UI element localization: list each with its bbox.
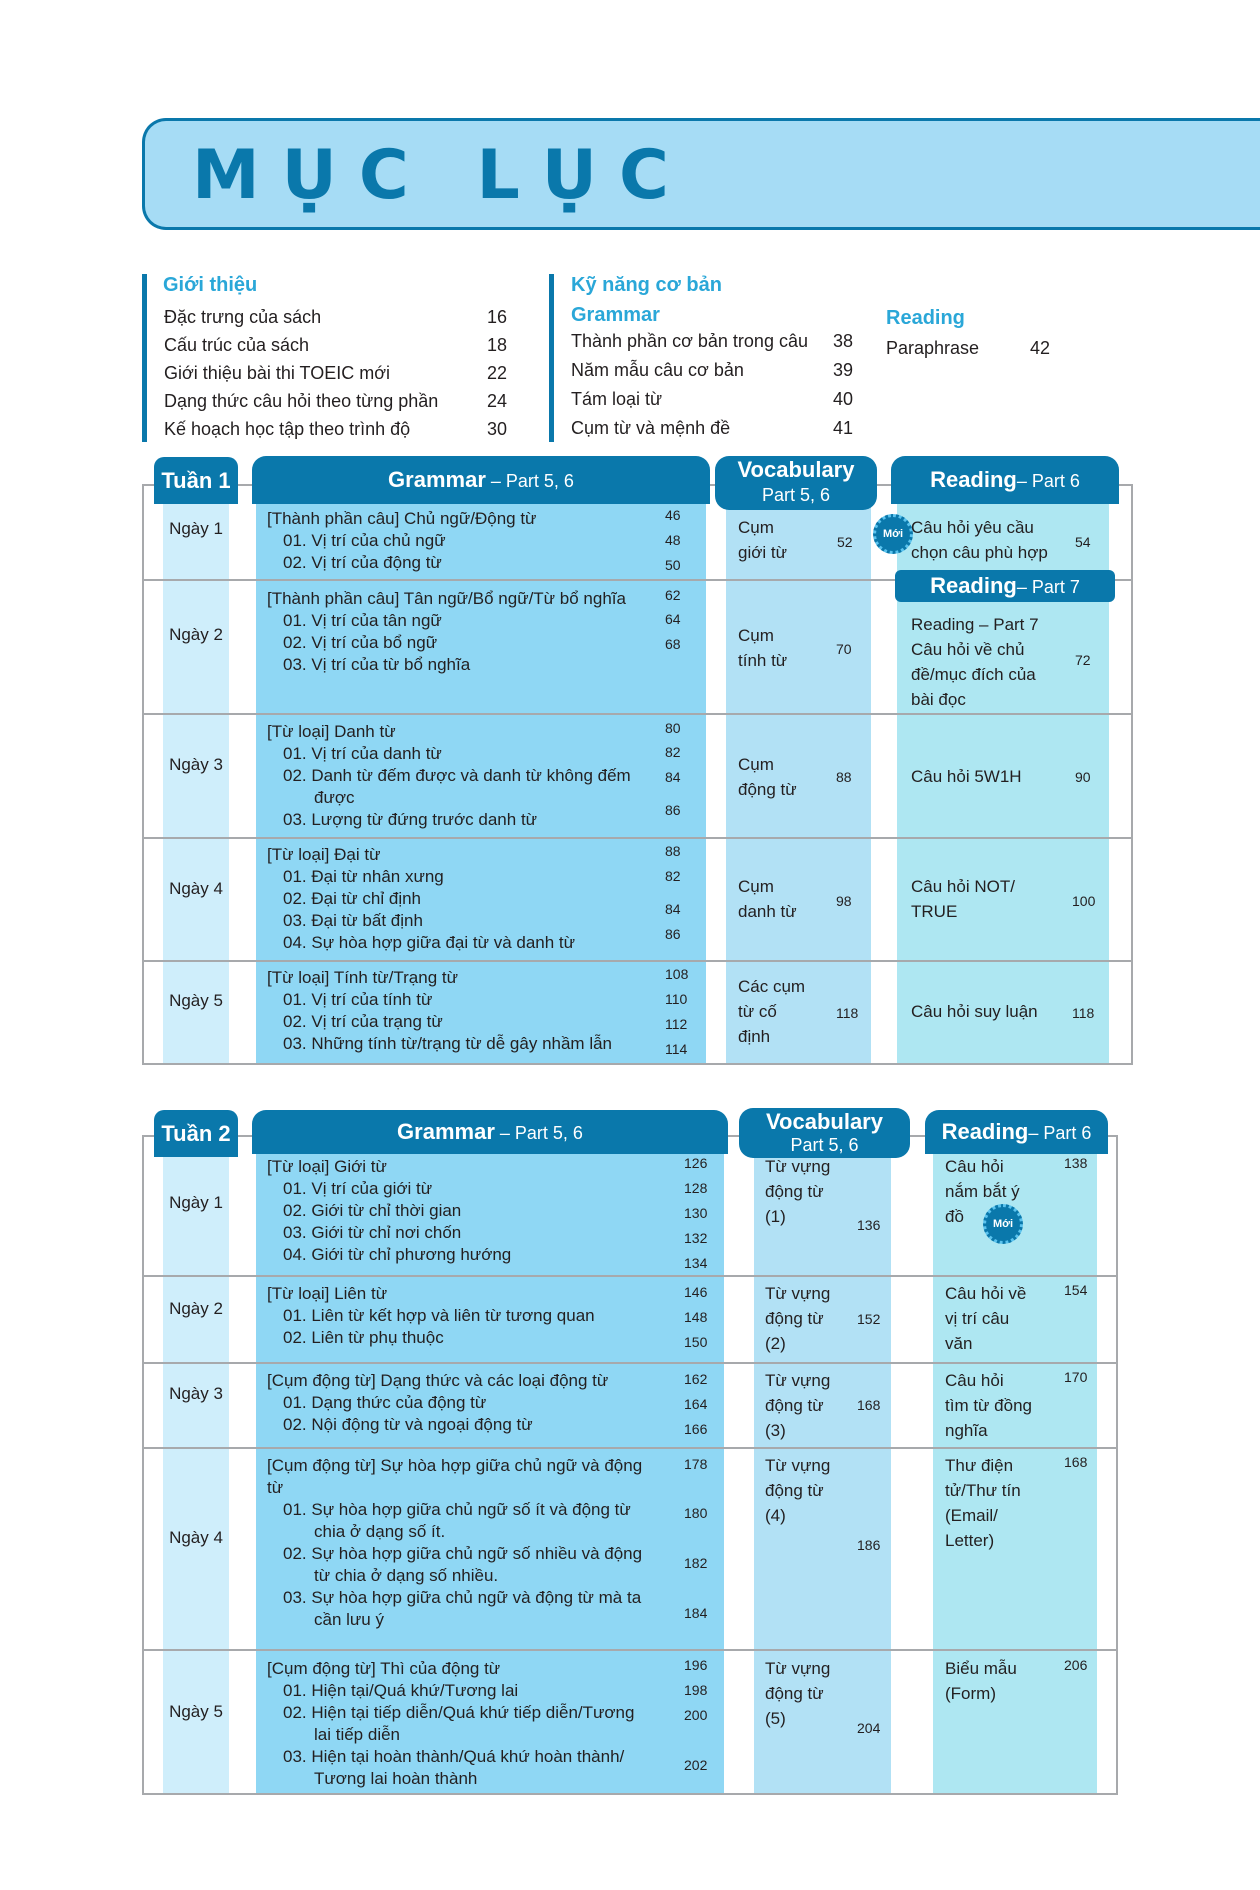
skills-item-label: Cụm từ và mệnh đề xyxy=(571,418,731,438)
grammar-lesson[interactable]: 02. Danh từ đếm được và danh từ không đếm xyxy=(283,766,631,785)
page-number: 54 xyxy=(1075,534,1091,550)
day-label: Ngày 1 xyxy=(169,519,223,538)
row-divider xyxy=(142,713,1133,715)
page-number: 72 xyxy=(1075,652,1091,668)
reading-header-rest: – Part 6 xyxy=(1028,1123,1092,1143)
page-number: 198 xyxy=(684,1682,708,1698)
page-number: 46 xyxy=(665,507,681,523)
vocab-topic[interactable]: từ cố xyxy=(738,1002,777,1021)
grammar-lesson[interactable]: 02. Nội động từ và ngoại động từ xyxy=(283,1415,533,1434)
page-number: 48 xyxy=(665,532,681,548)
page-number: 128 xyxy=(684,1180,708,1196)
page-number: 138 xyxy=(1064,1155,1088,1171)
grammar-topic[interactable]: [Từ loại] Giới từ xyxy=(267,1157,387,1176)
page-number: 178 xyxy=(684,1456,708,1472)
page-number: 136 xyxy=(857,1217,881,1233)
row-divider xyxy=(142,1447,1118,1449)
grammar-heading: Grammar xyxy=(571,304,660,326)
page-number: 82 xyxy=(665,868,681,884)
skills-item-page: 41 xyxy=(833,418,854,438)
row-divider xyxy=(142,960,1133,962)
vocab-topic[interactable]: (1) xyxy=(765,1207,786,1226)
day-label: Ngày 4 xyxy=(169,879,223,898)
reading-header xyxy=(925,1110,1108,1154)
vocab-header xyxy=(739,1108,910,1158)
grammar-header-bold: Grammar xyxy=(397,1119,495,1144)
reading-topic[interactable]: TRUE xyxy=(911,902,958,921)
vocab-topic[interactable]: động từ xyxy=(765,1684,824,1703)
vocab-topic[interactable]: động từ xyxy=(765,1481,824,1500)
grammar-lesson[interactable]: 03. Sự hòa hợp giữa chủ ngữ và động từ mà ta xyxy=(283,1588,642,1607)
grammar-topic[interactable]: [Từ loại] Liên từ xyxy=(267,1284,388,1303)
day-label: Ngày 3 xyxy=(169,755,223,774)
intro-item-label: Đặc trưng của sách xyxy=(164,307,322,327)
intro-item-label: Cấu trúc của sách xyxy=(164,335,310,355)
skills-item[interactable] xyxy=(571,418,730,439)
row-divider xyxy=(142,837,1133,839)
page-number: 200 xyxy=(684,1707,708,1723)
reading-topic[interactable]: Reading – Part 7 xyxy=(911,615,1039,634)
grammar-lesson[interactable]: 04. Sự hòa hợp giữa đại từ và danh từ xyxy=(283,933,576,952)
vocab-header-bold: Vocabulary xyxy=(737,457,855,482)
skills-item-page: 40 xyxy=(833,389,854,409)
reading-topic[interactable]: đề/mục đích của xyxy=(911,665,1036,684)
intro-item-page: 30 xyxy=(487,419,508,439)
grammar-lesson[interactable]: 02. Hiện tại tiếp diễn/Quá khứ tiếp diễn/Tương xyxy=(283,1703,635,1722)
vocab-topic[interactable]: giới từ xyxy=(738,543,787,562)
intro-item-page: 24 xyxy=(487,391,508,411)
reading-topic[interactable]: (Email/ xyxy=(945,1506,998,1525)
page-number: 86 xyxy=(665,802,681,818)
reading-header-bold: Reading xyxy=(941,1119,1029,1144)
vocab-topic[interactable]: (4) xyxy=(765,1506,786,1525)
page-number: 164 xyxy=(684,1396,708,1412)
intro-item[interactable] xyxy=(164,363,390,384)
new-badge-icon: Mới xyxy=(983,1204,1023,1244)
vocab-topic[interactable]: Cụm xyxy=(738,518,774,537)
reading-topic[interactable]: (Form) xyxy=(945,1684,996,1703)
page-number: 100 xyxy=(1072,893,1096,909)
vocab-topic[interactable]: Từ vựng xyxy=(765,1371,831,1390)
grammar-lesson[interactable]: 02. Giới từ chỉ thời gian xyxy=(283,1201,462,1220)
intro-item[interactable] xyxy=(164,307,321,328)
intro-item[interactable] xyxy=(164,335,309,356)
page-number: 206 xyxy=(1064,1657,1088,1673)
page-number: 154 xyxy=(1064,1282,1088,1298)
vocab-topic[interactable]: tính từ xyxy=(738,651,788,670)
page-number: 118 xyxy=(1072,1005,1095,1021)
page-number: 182 xyxy=(684,1555,708,1571)
vocab-header xyxy=(715,456,877,510)
grammar-lesson[interactable]: 01. Vị trí của danh từ xyxy=(283,744,442,763)
grammar-topic[interactable]: từ xyxy=(267,1478,284,1497)
day-label: Ngày 5 xyxy=(169,991,223,1010)
page-number: 84 xyxy=(665,769,681,785)
vocab-topic[interactable]: Từ vựng xyxy=(765,1456,831,1475)
reading-header-bold: Reading xyxy=(930,467,1017,492)
grammar-lesson[interactable]: 03. Vị trí của từ bổ nghĩa xyxy=(283,655,471,674)
page-number: 204 xyxy=(857,1720,881,1736)
page-number: 186 xyxy=(857,1537,881,1553)
page-number: 150 xyxy=(684,1334,708,1350)
intro-item-page: 22 xyxy=(487,363,508,383)
vocab-topic[interactable]: danh từ xyxy=(738,902,797,921)
grammar-lesson[interactable]: 03. Giới từ chỉ nơi chốn xyxy=(283,1223,462,1242)
reading-topic[interactable]: Letter) xyxy=(945,1531,995,1550)
reading-topic[interactable]: đồ xyxy=(945,1207,964,1226)
grammar-topic[interactable]: [Cụm động từ] Sự hòa hợp giữa chủ ngữ và động xyxy=(267,1456,643,1475)
intro-item-label: Giới thiệu bài thi TOEIC mới xyxy=(164,363,391,383)
grammar-topic[interactable]: [Từ loại] Danh từ xyxy=(267,722,396,741)
day-column xyxy=(163,1137,229,1793)
page-number: 196 xyxy=(684,1657,708,1673)
page-number: 118 xyxy=(836,1005,859,1021)
page-number: 170 xyxy=(1064,1369,1088,1385)
skills-item[interactable] xyxy=(571,360,744,381)
skills-item[interactable] xyxy=(571,331,808,352)
page-number: 152 xyxy=(857,1311,881,1327)
grammar-lesson[interactable]: 01. Đại từ nhân xưng xyxy=(283,867,444,886)
grammar-lesson[interactable]: từ chia ở dạng số nhiều. xyxy=(314,1566,499,1585)
vocab-topic[interactable]: Cụm xyxy=(738,755,774,774)
reading-topic[interactable]: Câu hỏi về chủ xyxy=(911,640,1025,659)
reading-header xyxy=(891,456,1119,504)
grammar-topic[interactable]: [Thành phần câu] Chủ ngữ/Động từ xyxy=(267,509,537,528)
skills-heading: Kỹ năng cơ bản xyxy=(571,274,722,296)
grammar-topic[interactable]: [Cụm động từ] Dạng thức và các loại động từ xyxy=(267,1371,609,1390)
skills-item-page: 38 xyxy=(833,331,854,351)
vocab-topic[interactable]: động từ xyxy=(765,1396,824,1415)
intro-accent-bar xyxy=(142,274,147,442)
grammar-lesson[interactable]: Tương lai hoàn thành xyxy=(314,1769,478,1788)
week2-tab[interactable]: Tuần 2 xyxy=(154,1110,238,1157)
grammar-lesson[interactable]: 02. Đại từ chỉ định xyxy=(283,889,422,908)
day-label: Ngày 3 xyxy=(169,1384,223,1403)
page-number: 82 xyxy=(665,744,681,760)
grammar-lesson[interactable]: 01. Vị trí của giới từ xyxy=(283,1179,433,1198)
intro-item-page: 18 xyxy=(487,335,508,355)
day-label: Ngày 1 xyxy=(169,1193,223,1212)
reading-topic[interactable]: Câu hỏi xyxy=(945,1371,1004,1390)
grammar-lesson[interactable]: 03. Hiện tại hoàn thành/Quá khứ hoàn thành/ xyxy=(283,1747,625,1766)
page-number: 148 xyxy=(684,1309,708,1325)
intro-item-label: Kế hoạch học tập theo trình độ xyxy=(164,419,411,439)
reading-topic[interactable]: nghĩa xyxy=(945,1421,988,1440)
intro-item-page: 16 xyxy=(487,307,508,327)
day-label: Ngày 4 xyxy=(169,1528,223,1547)
page-number: 166 xyxy=(684,1421,708,1437)
vocab-topic[interactable]: Các cụm xyxy=(738,977,806,996)
grammar-lesson[interactable]: 03. Những tính từ/trạng từ dễ gây nhầm lẫn xyxy=(283,1034,613,1053)
grammar-lesson[interactable]: chia ở dạng số ít. xyxy=(314,1522,446,1541)
day-label: Ngày 2 xyxy=(169,625,223,644)
reading-topic[interactable]: chọn câu phù hợp xyxy=(911,543,1048,562)
grammar-topic[interactable]: [Thành phần câu] Tân ngữ/Bổ ngữ/Từ bổ nghĩa xyxy=(267,589,626,608)
grammar-header-rest: – Part 5, 6 xyxy=(494,1123,583,1143)
page-number: 88 xyxy=(665,843,681,859)
reading-header-bold: Reading xyxy=(930,573,1017,598)
grammar-header-bold: Grammar xyxy=(388,467,486,492)
reading-topic[interactable]: Câu hỏi yêu cầu xyxy=(911,518,1034,537)
intro-heading: Giới thiệu xyxy=(163,274,258,296)
grammar-lesson[interactable]: 03. Lượng từ đứng trước danh từ xyxy=(283,810,538,829)
day-label: Ngày 5 xyxy=(169,1702,223,1721)
page-number: 134 xyxy=(684,1255,708,1271)
grammar-lesson[interactable]: 01. Vị trí của tân ngữ xyxy=(283,611,442,630)
reading-heading: Reading xyxy=(886,307,965,329)
skills-item[interactable] xyxy=(886,338,979,359)
page-number: 130 xyxy=(684,1205,708,1221)
page-number: 126 xyxy=(684,1155,708,1171)
row-divider xyxy=(142,1275,1118,1277)
grammar-header xyxy=(252,456,710,504)
grammar-lesson[interactable]: 02. Sự hòa hợp giữa chủ ngữ số nhiều và động xyxy=(283,1544,643,1563)
grammar-lesson[interactable]: được xyxy=(314,788,355,807)
intro-item[interactable] xyxy=(164,419,410,440)
grammar-lesson[interactable]: 02. Vị trí của trạng từ xyxy=(283,1012,443,1031)
vocab-header-rest: Part 5, 6 xyxy=(761,485,831,505)
page-number: 68 xyxy=(665,636,681,652)
page-number: 180 xyxy=(684,1505,708,1521)
page-number: 202 xyxy=(684,1757,708,1773)
reading-topic[interactable]: Câu hỏi suy luận xyxy=(911,1002,1038,1021)
grammar-lesson[interactable]: 01. Sự hòa hợp giữa chủ ngữ số ít và động từ xyxy=(283,1500,631,1519)
intro-item-label: Dạng thức câu hỏi theo từng phần xyxy=(164,391,439,411)
skills-item[interactable] xyxy=(571,389,662,410)
vocab-topic[interactable]: định xyxy=(738,1027,771,1046)
reading-topic[interactable]: bài đọc xyxy=(911,690,966,709)
page-number: 86 xyxy=(665,926,681,942)
page-number: 98 xyxy=(836,893,852,909)
vocab-topic[interactable]: (5) xyxy=(765,1709,786,1728)
vocab-topic[interactable]: động từ xyxy=(765,1309,824,1328)
vocab-topic[interactable]: Từ vựng xyxy=(765,1157,831,1176)
skills-item-label: Tám loại từ xyxy=(571,389,663,409)
vocab-topic[interactable]: động từ xyxy=(765,1182,824,1201)
page-title: MỤC LỤC xyxy=(192,136,691,215)
day-label: Ngày 2 xyxy=(169,1299,223,1318)
grammar-lesson[interactable]: 01. Vị trí của tính từ xyxy=(283,990,433,1009)
vocab-topic[interactable]: động từ xyxy=(738,780,797,799)
reading-topic[interactable]: tử/Thư tín xyxy=(945,1481,1021,1500)
reading-header-rest: – Part 7 xyxy=(1016,577,1080,597)
skills-item-page: 39 xyxy=(833,360,854,380)
page-number: 146 xyxy=(684,1284,708,1300)
grammar-lesson[interactable]: 04. Giới từ chỉ phương hướng xyxy=(283,1245,512,1264)
page-number: 184 xyxy=(684,1605,708,1621)
grammar-lesson[interactable]: lai tiếp diễn xyxy=(314,1725,401,1744)
page-number: 168 xyxy=(1064,1454,1088,1470)
page-number: 64 xyxy=(665,611,681,627)
reading-topic[interactable]: nắm bắt ý xyxy=(945,1182,1020,1201)
page-number: 90 xyxy=(1075,769,1091,785)
vocab-topic[interactable]: (2) xyxy=(765,1334,786,1353)
grammar-topic[interactable]: [Cụm động từ] Thì của động từ xyxy=(267,1659,501,1678)
page-number: 80 xyxy=(665,720,681,736)
grammar-lesson[interactable]: 01. Vị trí của chủ ngữ xyxy=(283,531,446,550)
reading-topic[interactable]: Thư điện xyxy=(945,1456,1014,1475)
new-badge-icon: Mới xyxy=(873,514,913,554)
skills-item-label: Thành phần cơ bản trong câu xyxy=(571,331,808,351)
grammar-lesson[interactable]: 03. Đại từ bất định xyxy=(283,911,423,930)
skills-accent-bar xyxy=(549,274,554,442)
page-number: 88 xyxy=(836,769,852,785)
reading-topic[interactable]: Câu hỏi NOT/ xyxy=(911,877,1015,896)
skills-item-label: Paraphrase xyxy=(886,338,980,358)
skills-item-page: 42 xyxy=(1030,338,1051,358)
page-number: 70 xyxy=(836,641,852,657)
page-number: 108 xyxy=(665,966,689,982)
reading-topic[interactable]: Biểu mẫu xyxy=(945,1659,1017,1678)
reading-topic[interactable]: Câu hỏi về xyxy=(945,1284,1027,1303)
skills-item-label: Năm mẫu câu cơ bản xyxy=(571,360,744,380)
grammar-lesson[interactable]: 01. Hiện tại/Quá khứ/Tương lai xyxy=(283,1681,519,1700)
page-number: 84 xyxy=(665,901,681,917)
grammar-topic[interactable]: [Từ loại] Tính từ/Trạng từ xyxy=(267,968,458,987)
intro-item[interactable] xyxy=(164,391,438,412)
grammar-lesson[interactable]: 01. Dạng thức của động từ xyxy=(283,1393,487,1412)
page-number: 162 xyxy=(684,1371,708,1387)
page-number: 112 xyxy=(665,1016,688,1032)
reading-topic[interactable]: tìm từ đồng xyxy=(945,1396,1032,1415)
page-number: 168 xyxy=(857,1397,881,1413)
page-number: 132 xyxy=(684,1230,708,1246)
grammar-lesson[interactable]: cần lưu ý xyxy=(314,1610,384,1629)
vocab-topic[interactable]: Cụm xyxy=(738,626,774,645)
reading-topic[interactable]: vị trí câu xyxy=(945,1309,1010,1328)
row-divider xyxy=(142,1649,1118,1651)
vocab-header-bold: Vocabulary xyxy=(766,1109,883,1134)
grammar-lesson[interactable]: 02. Vị trí của bổ ngữ xyxy=(283,633,438,652)
reading-part7-header xyxy=(895,570,1115,602)
row-divider xyxy=(142,1362,1118,1364)
vocab-topic[interactable]: Từ vựng xyxy=(765,1284,831,1303)
page-number: 62 xyxy=(665,587,681,603)
reading-topic[interactable]: Câu hỏi 5W1H xyxy=(911,767,1022,786)
grammar-lesson[interactable]: 01. Liên từ kết hợp và liên từ tương quan xyxy=(283,1306,595,1325)
grammar-lesson[interactable]: 02. Vị trí của động từ xyxy=(283,553,442,572)
vocab-header-rest: Part 5, 6 xyxy=(790,1135,859,1155)
grammar-header-rest: – Part 5, 6 xyxy=(485,471,574,491)
page-number: 114 xyxy=(665,1041,688,1057)
grammar-lesson[interactable]: 02. Liên từ phụ thuộc xyxy=(283,1328,444,1347)
page-number: 52 xyxy=(837,534,853,550)
vocab-topic[interactable]: (3) xyxy=(765,1421,786,1440)
vocab-topic[interactable]: Cụm xyxy=(738,877,774,896)
week1-tab[interactable]: Tuần 1 xyxy=(154,457,238,504)
reading-header-rest: – Part 6 xyxy=(1016,471,1080,491)
page-number: 110 xyxy=(665,991,688,1007)
page-number: 50 xyxy=(665,557,681,573)
grammar-header xyxy=(252,1110,728,1154)
vocab-topic[interactable]: Từ vựng xyxy=(765,1659,831,1678)
reading-topic[interactable]: văn xyxy=(945,1334,973,1353)
grammar-topic[interactable]: [Từ loại] Đại từ xyxy=(267,845,381,864)
reading-topic[interactable]: Câu hỏi xyxy=(945,1157,1004,1176)
